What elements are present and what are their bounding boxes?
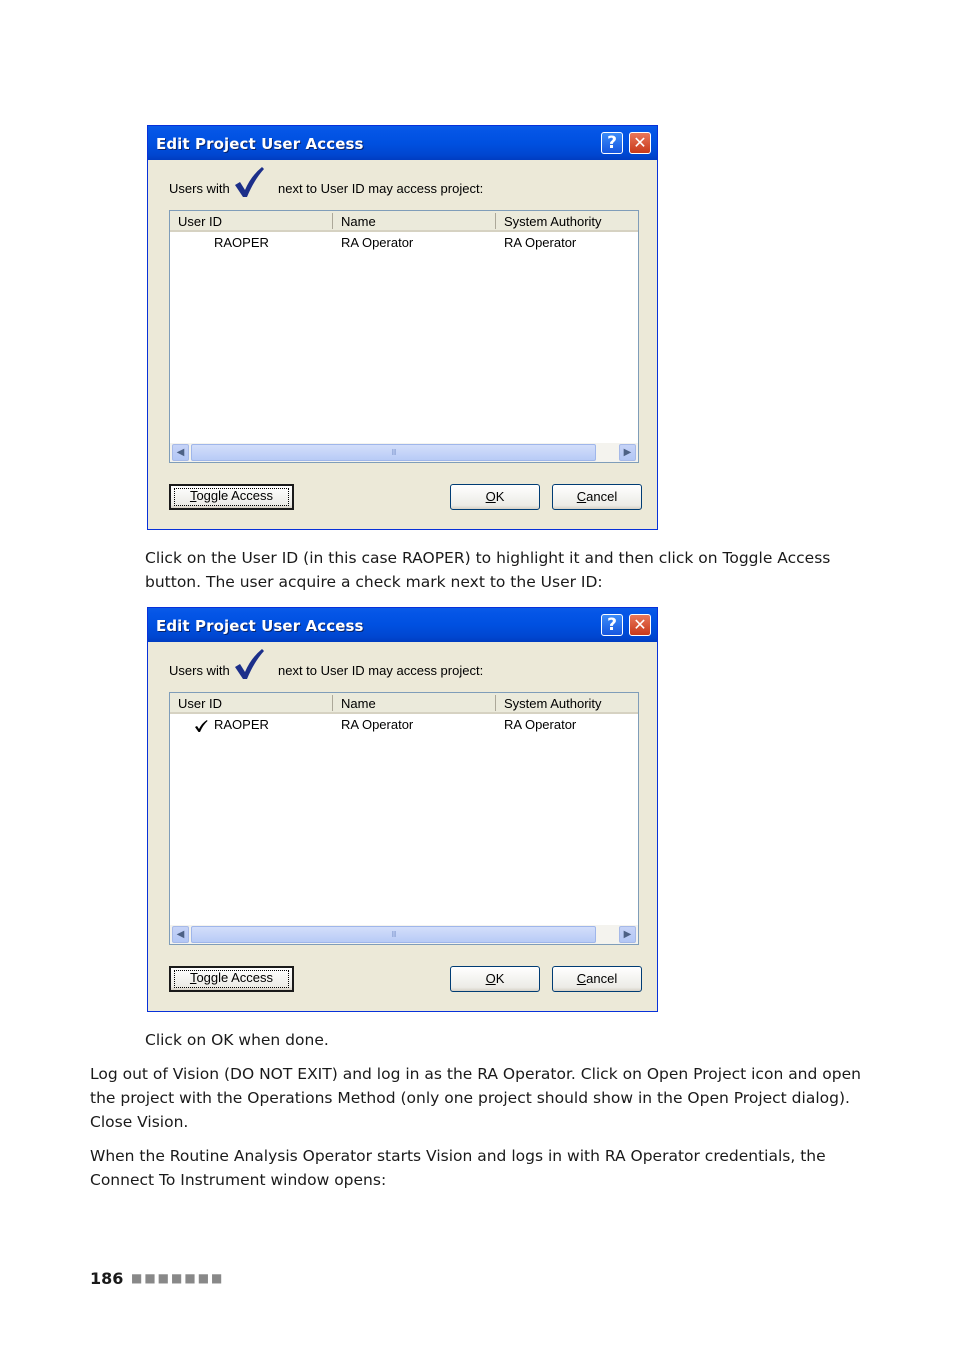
toggle-access-label: oggle Access <box>196 488 274 503</box>
title-bar <box>148 126 657 160</box>
scroll-thumb[interactable]: III <box>191 926 596 943</box>
check-mark-icon <box>233 166 265 198</box>
column-separator[interactable] <box>495 213 496 229</box>
scroll-right-button[interactable]: ▶ <box>619 444 636 461</box>
title-bar <box>148 608 657 642</box>
cancel-button[interactable] <box>552 484 642 510</box>
dialog-title: Edit Project User Access <box>156 135 364 153</box>
dialog-title: Edit Project User Access <box>156 617 364 635</box>
toggle-access-button[interactable] <box>169 966 294 992</box>
list-item[interactable] <box>170 235 638 253</box>
column-name[interactable]: Name <box>341 696 376 711</box>
text-line: Log out of Vision (DO NOT EXIT) and log in as the RA Operator. Click on Open Project icon and open <box>90 1065 861 1083</box>
text-line: Connect To Instrument window opens: <box>90 1171 387 1189</box>
users-with-label: Users with <box>169 181 230 196</box>
user-id-cell: RAOPER <box>214 717 269 732</box>
edit-project-user-access-dialog-before <box>147 125 658 530</box>
horizontal-scrollbar[interactable] <box>170 925 638 944</box>
text-line: Close Vision. <box>90 1113 189 1131</box>
instruction-log-out <box>90 1062 861 1134</box>
text-line: Click on OK when done. <box>145 1031 329 1049</box>
toggle-access-label: oggle Access <box>196 970 274 985</box>
cancel-label: ancel <box>586 489 618 504</box>
focus-rectangle <box>174 970 289 988</box>
access-check-icon <box>194 719 208 733</box>
help-button[interactable]: ? <box>601 614 623 636</box>
ok-button[interactable] <box>450 966 540 992</box>
ok-mnemonic: O <box>485 971 496 986</box>
column-name[interactable]: Name <box>341 214 376 229</box>
instruction-click-ok <box>145 1028 329 1052</box>
text-line: the project with the Operations Method (only one project should show in the Open Project dialog). <box>90 1089 850 1107</box>
close-button[interactable]: ✕ <box>629 132 651 154</box>
cancel-mnemonic: C <box>576 971 587 986</box>
authority-cell: RA Operator <box>504 717 577 732</box>
page-dots: ■■■■■■■ <box>131 1271 225 1285</box>
close-button[interactable]: ✕ <box>629 614 651 636</box>
ok-mnemonic: O <box>485 489 496 504</box>
scroll-thumb[interactable]: III <box>191 444 596 461</box>
list-item[interactable] <box>170 717 638 735</box>
column-user-id[interactable]: User ID <box>178 214 223 229</box>
column-separator[interactable] <box>495 695 496 711</box>
column-system-authority[interactable]: System Authority <box>504 214 602 229</box>
instruction-toggle-access <box>145 546 830 594</box>
text-line: Click on the User ID (in this case RAOPER) to highlight it and then click on Toggle Access <box>145 549 831 567</box>
focus-rectangle <box>174 488 289 506</box>
may-access-label: next to User ID may access project: <box>278 181 484 196</box>
ok-label: K <box>495 489 505 504</box>
column-separator[interactable] <box>332 213 333 229</box>
column-system-authority[interactable]: System Authority <box>504 696 602 711</box>
user-list[interactable] <box>169 210 639 463</box>
user-id-cell: RAOPER <box>214 235 269 250</box>
page-number: 186 <box>90 1269 124 1288</box>
name-cell: RA Operator <box>341 235 414 250</box>
text-line: When the Routine Analysis Operator starts Vision and logs in with RA Operator credentials, the <box>90 1147 826 1165</box>
cancel-mnemonic: C <box>576 489 587 504</box>
name-cell: RA Operator <box>341 717 414 732</box>
instruction-connect-window <box>90 1144 826 1192</box>
scroll-right-button[interactable]: ▶ <box>619 926 636 943</box>
cancel-button[interactable] <box>552 966 642 992</box>
authority-cell: RA Operator <box>504 235 577 250</box>
list-header <box>170 693 638 714</box>
text-line: button. The user acquire a check mark next to the User ID: <box>145 573 603 591</box>
column-user-id[interactable]: User ID <box>178 696 223 711</box>
users-with-label: Users with <box>169 663 230 678</box>
list-header <box>170 211 638 232</box>
horizontal-scrollbar[interactable] <box>170 443 638 462</box>
toggle-access-mnemonic: T <box>189 488 197 503</box>
may-access-label: next to User ID may access project: <box>278 663 484 678</box>
check-mark-icon <box>233 648 265 680</box>
user-list[interactable] <box>169 692 639 945</box>
toggle-access-mnemonic: T <box>189 970 197 985</box>
scroll-left-button[interactable]: ◀ <box>172 444 189 461</box>
toggle-access-button[interactable] <box>169 484 294 510</box>
ok-button[interactable] <box>450 484 540 510</box>
ok-label: K <box>495 971 505 986</box>
cancel-label: ancel <box>586 971 618 986</box>
help-button[interactable]: ? <box>601 132 623 154</box>
scroll-left-button[interactable]: ◀ <box>172 926 189 943</box>
edit-project-user-access-dialog-after <box>147 607 658 1012</box>
column-separator[interactable] <box>332 695 333 711</box>
